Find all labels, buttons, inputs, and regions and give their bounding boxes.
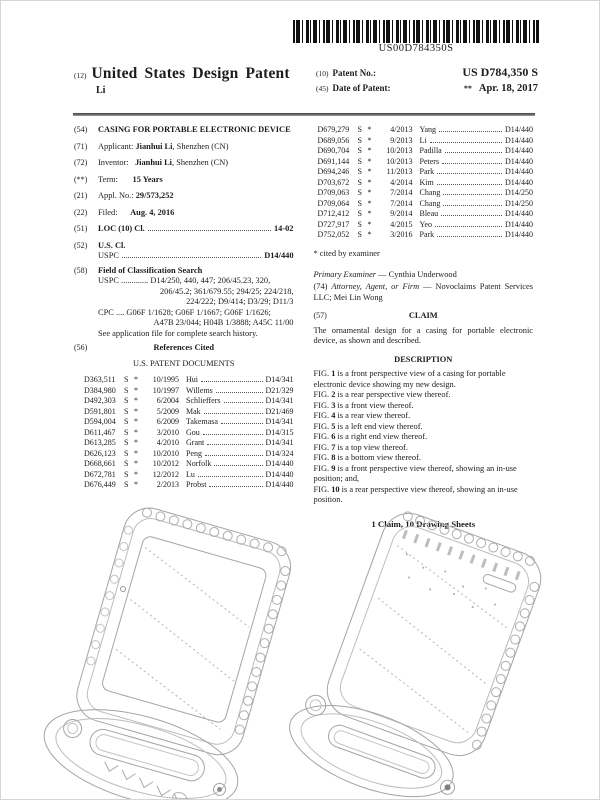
- reference-row: D626,123 S * 10/2010 Peng D14/324: [84, 448, 294, 458]
- attorney-label: Attorney, Agent, or Firm: [331, 282, 420, 292]
- cpc-class-line: CPC .... G06F 1/1628; G06F 1/1667; G06F 1/1626;: [98, 307, 271, 317]
- reference-row: D752,052 S * 3/2016 Park D14/440: [317, 230, 533, 240]
- term-extension-stars: **: [463, 84, 472, 93]
- field-22-filed: [74, 208, 294, 219]
- attorney-name: — Novoclaims Patent Services LLC; Mei Lin Wong: [313, 282, 533, 302]
- appl-no-value: 29/573,252: [135, 191, 174, 200]
- document-body: [1, 125, 600, 530]
- description-heading: DESCRIPTION: [394, 354, 453, 364]
- patent-date-value: [464, 83, 538, 94]
- reference-row: D676,449 S * 2/2013 Probst D14/440: [84, 480, 294, 490]
- field-72-code: (72): [74, 158, 88, 167]
- figure-description-line: FIG. 5 is a left end view thereof.: [313, 421, 423, 431]
- patent-date-label: Date of Patent:: [332, 83, 391, 93]
- figure-description-line: FIG. 7 is a top view thereof.: [313, 442, 408, 452]
- appl-no-label: Appl. No.:: [98, 191, 134, 200]
- figure-description-line: FIG. 3 is a front view thereof.: [313, 400, 414, 410]
- reference-row: D672,781 S * 12/2012 Lu D14/440: [84, 469, 294, 479]
- field-57-code: (57): [313, 311, 327, 321]
- barcode-icon: [293, 20, 539, 43]
- header-divider: [73, 113, 535, 116]
- applicant-name: Jianhui Li: [135, 141, 173, 151]
- field-72-inventor: [74, 158, 294, 169]
- figure-description-line: FIG. 9 is a front perspective view thereof, showing an in-use position; and,: [313, 463, 517, 484]
- term-line: [98, 175, 294, 186]
- reference-row: D594,004 S * 6/2009 Takemasa D14/341: [84, 417, 294, 427]
- figure-descriptions: [314, 369, 534, 506]
- figure-description-line: FIG. 6 is a right end view thereof.: [313, 432, 428, 442]
- cpc-class-line: A47B 23/044; H04B 1/3888; A45C 11/00: [153, 318, 294, 327]
- references-heading: [74, 343, 294, 354]
- figure-description-line: FIG. 4 is a rear view thereof.: [313, 411, 411, 421]
- rear-perspective-drawing: [289, 505, 541, 795]
- reference-row: D712,412 S * 9/2014 Bleau D14/440: [317, 209, 533, 219]
- cpc-class-lines: [98, 308, 294, 329]
- uscl-block: [98, 241, 294, 262]
- document-header: [1, 65, 600, 97]
- reference-row: D709,063 S * 7/2014 Chang D14/250: [317, 188, 533, 198]
- figure-description-line: FIG. 1 is a front perspective view of a casing for portable electronic device showing my new design.: [313, 369, 506, 389]
- reference-row: D703,672 S * 4/2014 Kim D14/440: [317, 177, 533, 187]
- right-column: [314, 125, 534, 530]
- examiner-name: — Cynthia Underwood: [378, 269, 457, 279]
- reference-row: D668,661 S * 10/2012 Norfolk D14/440: [84, 459, 294, 469]
- references-list-right: [314, 125, 534, 241]
- field-58-code: (58): [74, 265, 88, 275]
- claims-footer: 1 Claim, 10 Drawing Sheets: [371, 518, 476, 529]
- inventor-location: , Shenzhen (CN): [172, 158, 229, 167]
- reference-row: D689,056 S * 9/2013 Li D14/440: [317, 135, 533, 145]
- field-22-code: (22): [74, 207, 88, 217]
- reference-row: D694,246 S * 11/2013 Park D14/440: [317, 167, 533, 177]
- filed-value: Aug. 4, 2016: [130, 207, 175, 217]
- field-21-code: (21): [74, 191, 88, 200]
- cited-by-examiner-note: * cited by examiner: [313, 249, 380, 259]
- claim-heading-text: CLAIM: [408, 311, 438, 321]
- search-note: See application file for complete search history.: [98, 328, 258, 338]
- reference-row: D591,801 S * 5/2009 Mak D21/469: [84, 406, 294, 416]
- uspc-class-line: 206/45.2; 361/679.55; 294/25; 224/218,: [159, 286, 294, 296]
- term-label: Term:: [98, 174, 118, 184]
- uspc-label: USPC: [98, 251, 119, 260]
- barcode-number: US00D784350S: [378, 43, 454, 54]
- field-71-code: (71): [74, 141, 88, 151]
- reference-row: D384,980 S * 10/1997 Willems D21/329: [84, 385, 294, 395]
- examiner-label: Primary Examiner: [313, 269, 377, 279]
- field-54-title: [74, 125, 294, 136]
- field-code-45: (45): [316, 84, 329, 93]
- front-perspective-figure-icon: [51, 499, 301, 800]
- rear-perspective-figure-icon: [289, 505, 541, 795]
- search-label: Field of Classification Search: [98, 265, 203, 275]
- field-52-uscl: [74, 241, 294, 262]
- reference-row: D709,064 S * 7/2014 Chang D14/250: [317, 198, 533, 208]
- references-heading-text: References Cited: [153, 343, 215, 352]
- inventor-line: [98, 158, 294, 169]
- field-term: [74, 175, 294, 186]
- reference-row: D727,917 S * 4/2015 Yeo D14/440: [317, 219, 533, 229]
- uspc-line: [98, 251, 294, 262]
- field-54-code: (54): [74, 125, 88, 134]
- front-perspective-drawing: [51, 499, 301, 800]
- reference-row: D613,285 S * 4/2010 Grant D14/341: [84, 438, 294, 448]
- dot-leader: [148, 230, 271, 231]
- patent-date-text: Apr. 18, 2017: [478, 83, 538, 94]
- reference-row: D611,467 S * 3/2010 Gou D14/315: [84, 427, 294, 437]
- field-71-applicant: [74, 142, 294, 153]
- dot-leader: [122, 257, 261, 258]
- field-code-10: (10): [316, 69, 329, 78]
- left-column: [74, 125, 294, 530]
- patent-number-row: [316, 65, 538, 80]
- applicant-line: [98, 142, 294, 153]
- patent-date-row: [316, 83, 538, 94]
- reference-row: D679,279 S * 4/2013 Yang D14/440: [317, 125, 533, 134]
- uspc-class-lines: [98, 276, 294, 308]
- applicant-label: Applicant:: [98, 141, 134, 151]
- loc-label: LOC (10) Cl.: [98, 224, 145, 233]
- document-title: United States Design Patent: [91, 65, 290, 82]
- inventor-surname: Li: [96, 85, 106, 96]
- reference-row: D363,511 S * 10/1995 Hui D14/341: [84, 375, 294, 384]
- attorney-line: [314, 282, 534, 303]
- field-51-loc: [74, 224, 294, 235]
- loc-value: 14-02: [273, 224, 294, 233]
- kind-code: (12): [74, 71, 87, 80]
- invention-title: CASING FOR PORTABLE ELECTRONIC DEVICE: [98, 125, 291, 134]
- us-patent-documents-heading: U.S. PATENT DOCUMENTS: [133, 358, 235, 368]
- applicant-location: , Shenzhen (CN): [172, 141, 229, 151]
- patent-number-label: Patent No.:: [332, 68, 376, 78]
- field-74-code: (74): [313, 282, 328, 292]
- filed-label: Filed:: [98, 207, 118, 217]
- uspc-class-line: 224/222; D9/414; D3/29; D11/3: [186, 297, 294, 306]
- uscl-label: U.S. Cl.: [98, 240, 126, 250]
- loc-line: [98, 224, 294, 235]
- reference-row: D690,704 S * 10/2013 Padilla D14/440: [317, 146, 533, 156]
- appl-no-line: [98, 191, 294, 202]
- field-56-code: (56): [74, 343, 88, 352]
- barcode-block: [293, 20, 539, 54]
- figure-description-line: FIG. 10 is a rear perspective view thereof, showing an in-use position.: [313, 484, 518, 505]
- patent-number-value: US D784,350 S: [462, 65, 538, 79]
- claim-heading: [314, 311, 534, 322]
- filed-line: [98, 208, 294, 219]
- field-51-code: (51): [74, 224, 88, 233]
- figure-description-line: FIG. 8 is a bottom view thereof.: [313, 453, 421, 463]
- search-block: [98, 266, 294, 340]
- claim-text: The ornamental design for a casing for portable electronic device, as shown and described.: [313, 325, 533, 346]
- field-21-appl-no: [74, 191, 294, 202]
- figure-description-line: FIG. 2 is a rear perspective view thereof.: [313, 390, 451, 400]
- term-value: 15 Years: [132, 174, 163, 184]
- uspc-class-line: USPC ............. D14/250, 440, 447; 206/45.23, 320,: [98, 276, 271, 285]
- drawing-sheet: [1, 493, 600, 800]
- field-term-code: (**): [74, 174, 88, 184]
- field-52-code: (52): [74, 240, 88, 250]
- references-list-left: [74, 375, 294, 491]
- inventor-name: Jianhui Li: [134, 158, 172, 167]
- reference-row: D492,303 S * 6/2004 Schlieffers D14/341: [84, 396, 294, 406]
- field-58-search: [74, 266, 294, 340]
- reference-row: D691,144 S * 10/2013 Peters D14/440: [317, 156, 533, 166]
- primary-examiner-line: [314, 270, 534, 281]
- inventor-label: Inventor:: [98, 158, 129, 167]
- uspc-value: D14/440: [264, 251, 294, 260]
